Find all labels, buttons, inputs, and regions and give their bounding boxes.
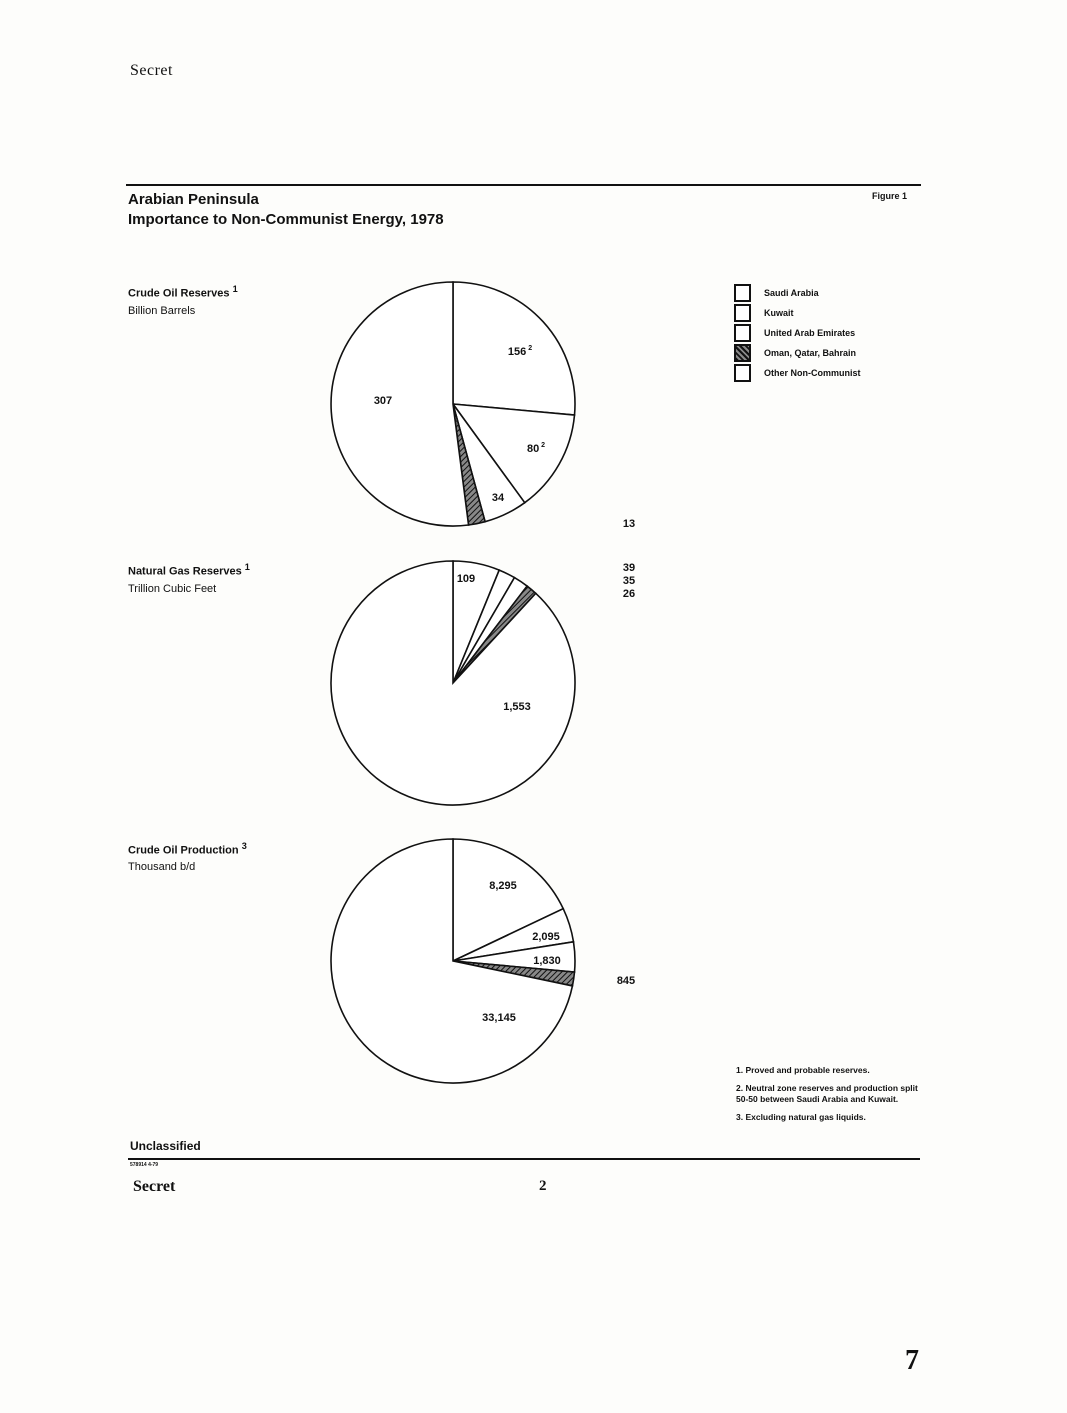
figure-title-line2: Importance to Non-Communist Energy, 1978 xyxy=(128,211,444,228)
figure-title-line1: Arabian Peninsula xyxy=(128,191,259,208)
graphic-code: 578914 4-79 xyxy=(130,1162,159,1168)
classification-top: Secret xyxy=(130,62,173,79)
slice-label-kuwait: 2,095 xyxy=(532,931,560,943)
classification-bottom: Secret xyxy=(133,1178,176,1195)
corner-number: 7 xyxy=(905,1345,919,1376)
slice-label-other-non-communist: 307 xyxy=(373,395,393,407)
slice-label-other-non-communist: 33,145 xyxy=(482,1012,516,1024)
slice-label-saudi-arabia: 109 xyxy=(456,573,476,585)
slice-label-oman-qatar-bahrain: 13 xyxy=(622,518,636,530)
slice-label-oman-qatar-bahrain: 26 xyxy=(622,588,636,600)
slice-label-uae: 35 xyxy=(622,575,636,587)
natural-gas-reserves-pie xyxy=(331,561,635,805)
crude-oil-reserves-pie xyxy=(331,282,635,530)
slice-label-other-non-communist: 1,553 xyxy=(503,701,531,713)
chart-1-title-note: 1 xyxy=(232,284,238,294)
legend-label: United Arab Emirates xyxy=(764,328,856,338)
crude-oil-production-pie xyxy=(331,839,635,1083)
slice-label-saudi-arabia: 156 $^2$ xyxy=(507,345,533,358)
slice-label-kuwait: 80 $^2$ xyxy=(526,442,546,455)
page-number: 2 xyxy=(539,1178,547,1194)
chart-3-title-text: Crude Oil Production xyxy=(128,844,239,857)
figure-label: Figure 1 xyxy=(872,191,908,201)
legend-label: Saudi Arabia xyxy=(764,288,819,298)
footnote-2: 2. Neutral zone reserves and production split 50-50 between Saudi Arabia and Kuwait. xyxy=(736,1083,918,1104)
chart-1-title-text: Crude Oil Reserves xyxy=(128,287,230,300)
footnote-1: 1. Proved and probable reserves. xyxy=(736,1065,870,1075)
chart-3-title-note: 3 xyxy=(241,841,247,851)
chart-2-title-note: 1 xyxy=(244,562,250,572)
legend-label: Oman, Qatar, Bahrain xyxy=(764,348,857,358)
slice-label-note: 2 xyxy=(526,345,533,352)
slice-label-kuwait: 39 xyxy=(622,562,636,574)
chart-3-unit: Thousand b/d xyxy=(128,861,196,873)
slice-label-uae: 34 xyxy=(491,492,505,504)
footnote-3: 3. Excluding natural gas liquids. xyxy=(736,1112,866,1122)
slice-label-note: 2 xyxy=(539,442,546,449)
classification-label: Unclassified xyxy=(130,1139,201,1153)
slice-label-oman-qatar-bahrain: 845 xyxy=(616,975,636,987)
chart-2-title-text: Natural Gas Reserves xyxy=(128,565,242,578)
chart-1-unit: Billion Barrels xyxy=(128,305,196,317)
footer-rule xyxy=(128,1158,920,1160)
slice-label-saudi-arabia: 8,295 xyxy=(489,880,517,892)
slice-label-uae: 1,830 xyxy=(533,955,561,967)
chart-2-unit: Trillion Cubic Feet xyxy=(128,583,217,595)
pie-slice-other-non-communist xyxy=(331,561,575,805)
legend-label: Kuwait xyxy=(764,308,794,318)
pie-slice-other-non-communist xyxy=(331,282,469,526)
footnotes xyxy=(736,1065,926,1130)
legend-label: Other Non-Communist xyxy=(764,368,861,378)
